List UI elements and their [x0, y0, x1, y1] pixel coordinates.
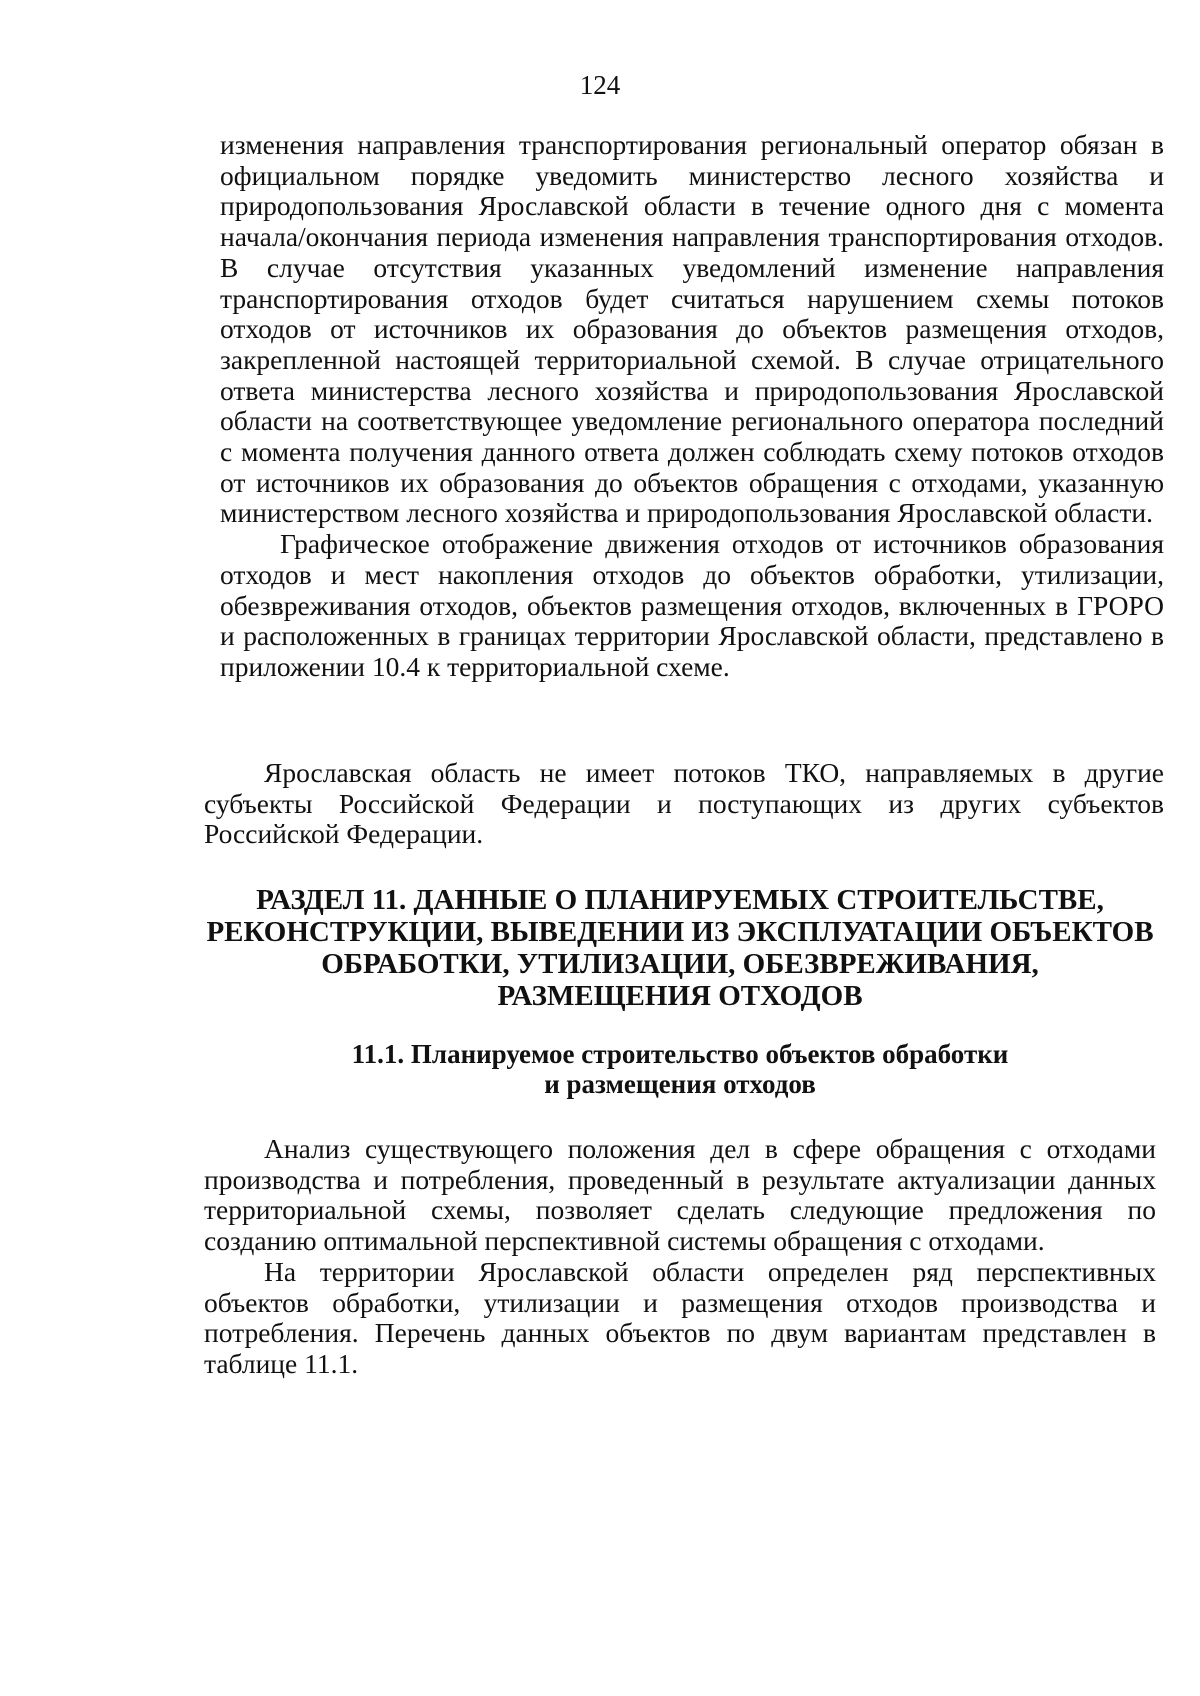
paragraph-tko-flows: Ярославская область не имеет потоков ТКО, направляемых в другие субъекты Российской Федерации и поступающих из других субъектов Российской Федерации.	[204, 757, 1164, 850]
subsection-heading	[260, 1039, 1100, 1099]
section-heading-line: ОБРАБОТКИ, УТИЛИЗАЦИИ, ОБЕЗВРЕЖИВАНИЯ,	[321, 948, 1039, 980]
paragraph-transport-change-notice: изменения направления транспортирования региональный оператор обязан в официальном порядке уведомить министерство лесного хозяйства и природопользования Ярославской области в течение одного дня с момента начала/окончания периода изменения направления транспортирования отходов. В случае отсутствия указанных уведомлений изменение направления транспортирования отходов будет считаться нарушением схемы потоков отходов от источников их образования до объектов размещения отходов, закрепленной настоящей территориальной схемой. В случае отрицательного ответа министерства лесного хозяйства и природопользования Ярославской области на соответствующее уведомление регионального оператора последний с момента получения данного ответа должен соблюдать схему потоков отходов от источников их образования до объектов обращения с отходами, указанную министерством лесного хозяйства и природопользования Ярославской области.	[220, 129, 1164, 529]
page-number: 124	[579, 70, 621, 100]
body-text-bottom	[204, 1134, 1156, 1380]
paragraph-graphic-display: Графическое отображение движения отходов от источников образования отходов и мест накопления отходов до объектов обработки, утилизации, обезвреживания отходов, объектов размещения отходов, включенных в ГРОРО и расположенных в границах территории Ярославской области, представлено в приложении 10.4 к территориальной схеме.	[220, 528, 1164, 682]
body-text-top	[220, 130, 1164, 683]
section-heading-line: РАЗМЕЩЕНИЯ ОТХОДОВ	[497, 980, 863, 1012]
paragraph-analysis: Анализ существующего положения дел в сфере обращения с отходами производства и потребления, проведенный в результате актуализации данных территориальной схемы, позволяет сделать следующие предложения по созданию оптимальной перспективной системы обращения с отходами.	[204, 1133, 1156, 1257]
section-heading-line: РАЗДЕЛ 11. ДАННЫЕ О ПЛАНИРУЕМЫХ СТРОИТЕЛЬСТВЕ,	[256, 884, 1104, 916]
section-heading-line: РЕКОНСТРУКЦИИ, ВЫВЕДЕНИИ ИЗ ЭКСПЛУАТАЦИИ ОБЪЕКТОВ	[206, 916, 1154, 948]
subsection-heading-line: и размещения отходов	[544, 1069, 816, 1099]
section-heading	[180, 884, 1180, 1012]
subsection-heading-line: 11.1. Планируемое строительство объектов обработки	[351, 1039, 1009, 1069]
paragraph-planned-objects: На территории Ярославской области определен ряд перспективных объектов обработки, утилизации и размещения отходов производства и потребления. Перечень данных объектов по двум вариантам представлен в таблице 11.1.	[204, 1255, 1156, 1379]
body-text-mid	[204, 758, 1164, 850]
